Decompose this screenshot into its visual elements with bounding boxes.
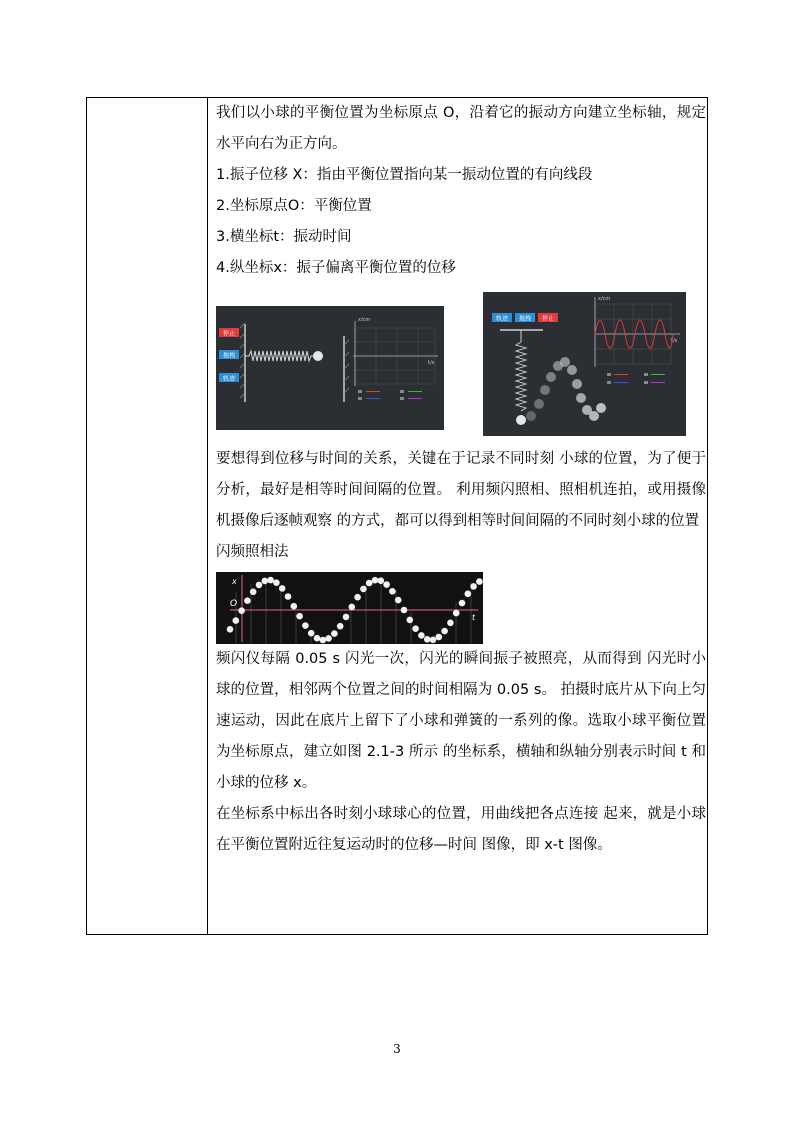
strobe-ball bbox=[296, 613, 303, 620]
vertical-spring-simulation bbox=[483, 292, 686, 436]
definition-item-3: 3.横坐标t：振动时间 bbox=[216, 229, 352, 245]
strobe-ball bbox=[378, 577, 385, 584]
strobe-ball bbox=[273, 579, 280, 586]
strobe-ball bbox=[279, 585, 286, 592]
strobe-paragraph: 频闪仪每隔 0.05 s 闪光一次，闪光的瞬间振子被照亮，从而得到 闪光时小球的位置，相邻两个位置之间的时间相隔为 0.05 s。 拍摄时底片从下向上匀速运动，因此在底片上留下了小球和弹簧的一系列的像。选取小球平衡位置为坐标原点，建立如图 2.1-3 所示 的坐标系，横轴和纵轴分别表示时间 t 和小球的位移 x。 bbox=[216, 651, 706, 791]
content-table bbox=[86, 97, 708, 935]
strobe-ball bbox=[256, 582, 263, 589]
strobe-ball bbox=[476, 578, 483, 585]
method-title: 闪频照相法 bbox=[216, 544, 289, 560]
strobe-ball bbox=[395, 597, 402, 604]
strobe-ball bbox=[465, 591, 472, 598]
trace-button-label: 轨迹 bbox=[495, 315, 509, 323]
spring bbox=[516, 342, 526, 411]
ball[interactable] bbox=[313, 351, 323, 361]
horizontal-spring-simulation bbox=[216, 306, 444, 430]
strobe-ball bbox=[372, 577, 379, 584]
strobe-ball bbox=[227, 626, 234, 633]
simulation-figures bbox=[216, 292, 706, 442]
strobe-ball bbox=[285, 593, 292, 600]
fig2-x-axis-label: t/s bbox=[671, 338, 678, 344]
strobe-ball bbox=[424, 636, 431, 643]
stop-button-label: 停止 bbox=[541, 315, 555, 323]
strobe-ball bbox=[360, 586, 367, 593]
trace-button-label: 轨迹 bbox=[222, 375, 236, 383]
x-axis-label: x bbox=[232, 577, 237, 586]
strobe-ball bbox=[407, 617, 414, 624]
page-number: 3 bbox=[393, 1042, 401, 1056]
strobe-ball bbox=[314, 635, 321, 642]
strobe-ball bbox=[389, 588, 396, 595]
fig1-x-axis-label: t/s bbox=[428, 360, 435, 366]
relation-paragraph: 要想得到位移与时间的关系，关键在于记录不同时刻 小球的位置，为了便于分析，最好是相等时间间隔的位置。 利用频闪照相、照相机连拍，或用摄像机摄像后逐帧观察 的方式，都可以得到相等时间间隔的不同时刻小球的位置 bbox=[216, 451, 706, 529]
strobe-ball bbox=[470, 583, 477, 590]
definition-item-1: 1.振子位移 X：指由平衡位置指向某一振动位置的有向线段 bbox=[216, 167, 593, 183]
strobe-ball bbox=[436, 634, 443, 641]
intro-paragraph: 我们以小球的平衡位置为坐标原点 O，沿着它的振动方向建立坐标轴，规定水平向右为正方向。 bbox=[216, 105, 706, 152]
fig1-legend bbox=[358, 390, 422, 400]
strobe-ball bbox=[383, 581, 390, 588]
strobe-ball bbox=[343, 614, 350, 621]
strobe-ball bbox=[441, 628, 448, 635]
strobe-ball bbox=[233, 617, 240, 624]
fig1-y-axis-label: x/cm bbox=[358, 317, 371, 323]
spring bbox=[245, 351, 314, 361]
drag-button-label: 拖拽 bbox=[518, 315, 532, 323]
definition-item-2: 2.坐标原点O：平衡位置 bbox=[216, 198, 372, 214]
strobe-ball bbox=[354, 594, 361, 601]
strobe-ball bbox=[244, 597, 251, 604]
strobe-ball bbox=[291, 603, 298, 610]
strobe-ball bbox=[418, 632, 425, 639]
strobe-ball bbox=[302, 622, 309, 629]
definition-item-4: 4.纵坐标x：振子偏离平衡位置的位移 bbox=[216, 260, 456, 276]
strobe-ball bbox=[262, 578, 269, 585]
strobe-ball bbox=[325, 635, 332, 642]
strobe-ball bbox=[267, 577, 274, 584]
strobe-ball bbox=[430, 637, 437, 644]
strobe-ball bbox=[447, 620, 454, 627]
ball[interactable] bbox=[516, 415, 526, 425]
strobe-ball bbox=[320, 637, 327, 644]
strobe-ball bbox=[250, 589, 257, 596]
t-axis-label: t bbox=[472, 613, 476, 622]
strobe-ball bbox=[453, 610, 460, 617]
strobe-ball bbox=[238, 607, 245, 614]
strobe-ball bbox=[366, 580, 373, 587]
fig2-y-axis-label: x/cm bbox=[598, 296, 611, 302]
fig2-legend bbox=[607, 373, 665, 384]
strobe-ball bbox=[401, 607, 408, 614]
graph-paragraph: 在坐标系中标出各时刻小球球心的位置，用曲线把各点连接 起来，就是小球在平衡位置附近往复运动时的位移—时间 图像，即 x-t 图像。 bbox=[216, 806, 706, 853]
ball-trace bbox=[526, 357, 606, 421]
drag-button-label: 拖拽 bbox=[222, 352, 236, 360]
origin-label: O bbox=[230, 599, 238, 609]
strobe-ball bbox=[459, 600, 466, 607]
strobe-ball bbox=[331, 630, 338, 637]
content-cell bbox=[216, 98, 706, 861]
strobe-photo bbox=[216, 572, 483, 644]
strobe-ball bbox=[308, 630, 315, 637]
strobe-ball bbox=[337, 623, 344, 630]
strobe-ball bbox=[349, 604, 356, 611]
column-divider bbox=[207, 98, 208, 934]
stop-button-label: 停止 bbox=[222, 330, 236, 338]
strobe-ball bbox=[412, 625, 419, 632]
